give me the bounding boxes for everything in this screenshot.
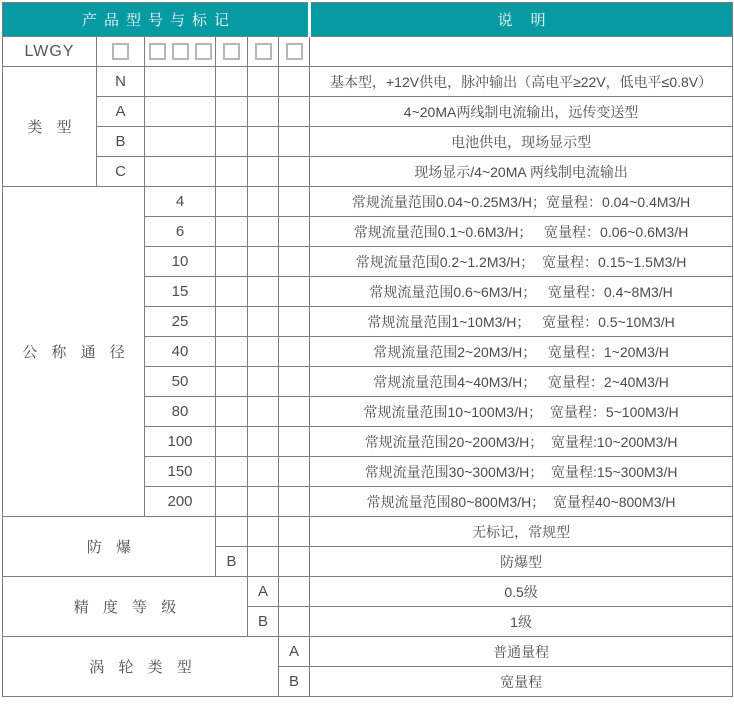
table-row	[3, 127, 733, 157]
empty-cell	[216, 277, 248, 307]
empty-cell	[279, 397, 310, 427]
empty-cell	[248, 457, 279, 487]
turbine-code: B	[279, 667, 310, 697]
turbine-code: A	[279, 637, 310, 667]
empty-cell	[248, 157, 279, 187]
empty-cell	[279, 157, 310, 187]
empty-cell	[279, 67, 310, 97]
diameter-description: 常规流量范围0.04~0.25M3/H；宽量程：0.04~0.4M3/H	[310, 187, 733, 217]
table-row	[3, 577, 733, 607]
empty-cell	[248, 187, 279, 217]
product-model-table	[2, 2, 733, 697]
empty-cell	[216, 397, 248, 427]
empty-cell	[279, 487, 310, 517]
turbine-description: 普通量程	[310, 637, 733, 667]
empty-cell	[248, 307, 279, 337]
accuracy-description: 0.5级	[310, 577, 733, 607]
empty-cell	[279, 97, 310, 127]
empty-description-cell	[310, 37, 733, 67]
diameter-code: 40	[145, 337, 216, 367]
empty-cell	[248, 487, 279, 517]
empty-cell	[279, 187, 310, 217]
model-placeholder-cell	[248, 37, 279, 67]
placeholder-box-icon	[286, 43, 303, 60]
diameter-description: 常规流量范围0.6~6M3/H； 宽量程：0.4~8M3/H	[310, 277, 733, 307]
placeholder-box-icon	[255, 43, 272, 60]
type-description: 电池供电，现场显示型	[310, 127, 733, 157]
model-prefix: LWGY	[3, 37, 97, 67]
empty-cell	[279, 277, 310, 307]
empty-cell	[279, 127, 310, 157]
placeholder-box-icon	[112, 43, 129, 60]
empty-cell	[216, 337, 248, 367]
model-code-row	[3, 37, 733, 67]
empty-cell	[248, 97, 279, 127]
diameter-code: 200	[145, 487, 216, 517]
explosion-code	[216, 517, 248, 547]
empty-cell	[216, 427, 248, 457]
section-label-turbine: 涡 轮 类 型	[3, 637, 279, 697]
model-placeholder-cell	[97, 37, 145, 67]
empty-cell	[248, 427, 279, 457]
table-row	[3, 67, 733, 97]
placeholder-box-icon	[223, 43, 240, 60]
empty-cell	[248, 337, 279, 367]
accuracy-code: B	[248, 607, 279, 637]
diameter-code: 6	[145, 217, 216, 247]
diameter-description: 常规流量范围1~10M3/H； 宽量程：0.5~10M3/H	[310, 307, 733, 337]
empty-cell	[279, 607, 310, 637]
table-row	[3, 637, 733, 667]
empty-cell	[145, 97, 216, 127]
empty-cell	[216, 67, 248, 97]
type-description: 4~20MA两线制电流输出，远传变送型	[310, 97, 733, 127]
placeholder-box-icon	[172, 43, 189, 60]
table-header-row	[3, 3, 733, 37]
diameter-description: 常规流量范围80~800M3/H； 宽量程40~800M3/H	[310, 487, 733, 517]
empty-cell	[248, 247, 279, 277]
explosion-code: B	[216, 547, 248, 577]
empty-cell	[248, 517, 279, 547]
diameter-code: 80	[145, 397, 216, 427]
header-model-label: 产品型号与标记	[3, 3, 310, 37]
diameter-description: 常规流量范围20~200M3/H； 宽量程:10~200M3/H	[310, 427, 733, 457]
empty-cell	[248, 277, 279, 307]
diameter-description: 常规流量范围2~20M3/H； 宽量程：1~20M3/H	[310, 337, 733, 367]
table-row	[3, 517, 733, 547]
empty-cell	[216, 157, 248, 187]
empty-cell	[216, 97, 248, 127]
empty-cell	[216, 367, 248, 397]
empty-cell	[145, 127, 216, 157]
empty-cell	[248, 397, 279, 427]
type-code: C	[97, 157, 145, 187]
type-code: A	[97, 97, 145, 127]
empty-cell	[248, 67, 279, 97]
type-code: N	[97, 67, 145, 97]
empty-cell	[216, 247, 248, 277]
diameter-description: 常规流量范围10~100M3/H； 宽量程：5~100M3/H	[310, 397, 733, 427]
empty-cell	[248, 367, 279, 397]
type-description: 基本型，+12V供电，脉冲输出（高电平≥22V，低电平≤0.8V）	[310, 67, 733, 97]
header-description-label: 说 明	[310, 3, 733, 37]
table-row	[3, 187, 733, 217]
diameter-code: 10	[145, 247, 216, 277]
empty-cell	[216, 127, 248, 157]
turbine-description: 宽量程	[310, 667, 733, 697]
placeholder-box-icon	[149, 43, 166, 60]
empty-cell	[279, 577, 310, 607]
empty-cell	[145, 157, 216, 187]
empty-cell	[279, 337, 310, 367]
empty-cell	[248, 127, 279, 157]
model-placeholder-cell	[279, 37, 310, 67]
empty-cell	[279, 547, 310, 577]
table-row	[3, 97, 733, 127]
diameter-code: 100	[145, 427, 216, 457]
diameter-code: 4	[145, 187, 216, 217]
empty-cell	[216, 487, 248, 517]
empty-cell	[248, 547, 279, 577]
explosion-description: 防爆型	[310, 547, 733, 577]
placeholder-box-icon	[195, 43, 212, 60]
empty-cell	[279, 517, 310, 547]
type-code: B	[97, 127, 145, 157]
section-label-type: 类 型	[3, 67, 97, 187]
empty-cell	[216, 217, 248, 247]
section-label-explosion: 防 爆	[3, 517, 216, 577]
type-description: 现场显示/4~20MA 两线制电流输出	[310, 157, 733, 187]
empty-cell	[279, 367, 310, 397]
empty-cell	[145, 67, 216, 97]
empty-cell	[216, 457, 248, 487]
empty-cell	[279, 247, 310, 277]
empty-cell	[216, 187, 248, 217]
empty-cell	[279, 217, 310, 247]
section-label-diameter: 公 称 通 径	[3, 187, 145, 517]
diameter-description: 常规流量范围4~40M3/H； 宽量程：2~40M3/H	[310, 367, 733, 397]
empty-cell	[248, 217, 279, 247]
diameter-description: 常规流量范围0.1~0.6M3/H； 宽量程：0.06~0.6M3/H	[310, 217, 733, 247]
model-placeholder-cell	[216, 37, 248, 67]
model-placeholder-cell	[145, 37, 216, 67]
section-label-accuracy: 精 度 等 级	[3, 577, 248, 637]
diameter-description: 常规流量范围30~300M3/H； 宽量程:15~300M3/H	[310, 457, 733, 487]
diameter-code: 150	[145, 457, 216, 487]
empty-cell	[279, 427, 310, 457]
accuracy-code: A	[248, 577, 279, 607]
explosion-description: 无标记，常规型	[310, 517, 733, 547]
diameter-code: 25	[145, 307, 216, 337]
diameter-description: 常规流量范围0.2~1.2M3/H； 宽量程：0.15~1.5M3/H	[310, 247, 733, 277]
empty-cell	[279, 457, 310, 487]
empty-cell	[279, 307, 310, 337]
table-row	[3, 157, 733, 187]
empty-cell	[216, 307, 248, 337]
diameter-code: 50	[145, 367, 216, 397]
diameter-code: 15	[145, 277, 216, 307]
accuracy-description: 1级	[310, 607, 733, 637]
